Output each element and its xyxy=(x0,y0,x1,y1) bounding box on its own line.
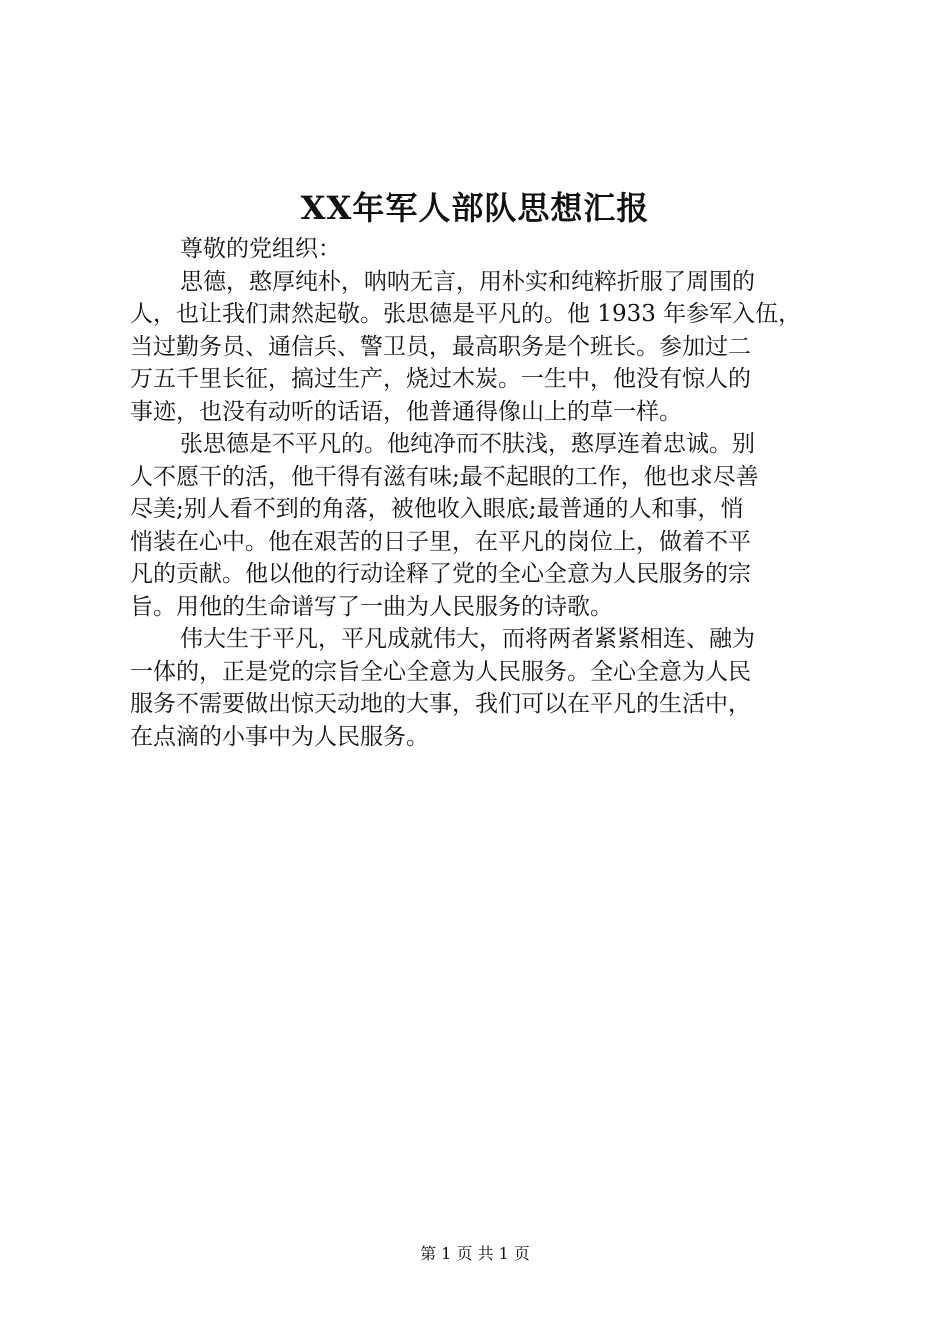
paragraph-line: 万五千里长征，搞过生产，烧过木炭。一生中，他没有惊人的 xyxy=(130,366,751,392)
document-title: XX年军人部队思想汇报 xyxy=(300,189,650,227)
page-footer: 第 1 页 共 1 页 xyxy=(420,1244,530,1263)
paragraph-line: 在点滴的小事中为人民服务。 xyxy=(130,723,429,750)
paragraph-line: 服务不需要做出惊天动地的大事，我们可以在平凡的生活中， xyxy=(130,691,751,717)
paragraph-line: 凡的贡献。他以他的行动诠释了党的全心全意为人民服务的宗 xyxy=(130,561,751,587)
paragraph-line: 悄装在心中。他在艰苦的日子里，在平凡的岗位上，做着不平 xyxy=(130,528,751,555)
document-body xyxy=(130,233,830,753)
paragraph-line: 张思德是不平凡的。他纯净而不肤浅，憨厚连着忠诚。别 xyxy=(180,431,755,457)
paragraph-line: 事迹，也没有动听的话语，他普通得像山上的草一样。 xyxy=(130,398,682,425)
paragraph-line: 人，也让我们肃然起敬。张思德是平凡的。他 1933 年参军入伍， xyxy=(130,301,802,327)
paragraph-line: 思德，憨厚纯朴，呐呐无言，用朴实和纯粹折服了周围的 xyxy=(180,268,755,295)
paragraph-line: 人不愿干的活，他干得有滋有味;最不起眼的工作，他也求尽善 xyxy=(130,463,759,490)
paragraph-line: 当过勤务员、通信兵、警卫员，最高职务是个班长。参加过二 xyxy=(130,333,751,360)
paragraph-line: 伟大生于平凡，平凡成就伟大，而将两者紧紧相连、融为 xyxy=(180,626,755,652)
paragraph-line: 一体的，正是党的宗旨全心全意为人民服务。全心全意为人民 xyxy=(130,658,751,685)
salutation-line: 尊敬的党组织： xyxy=(180,236,341,262)
paragraph-line: 旨。用他的生命谱写了一曲为人民服务的诗歌。 xyxy=(130,593,613,620)
paragraph-line: 尽美;别人看不到的角落，被他收入眼底;最普通的人和事，悄 xyxy=(130,496,744,522)
